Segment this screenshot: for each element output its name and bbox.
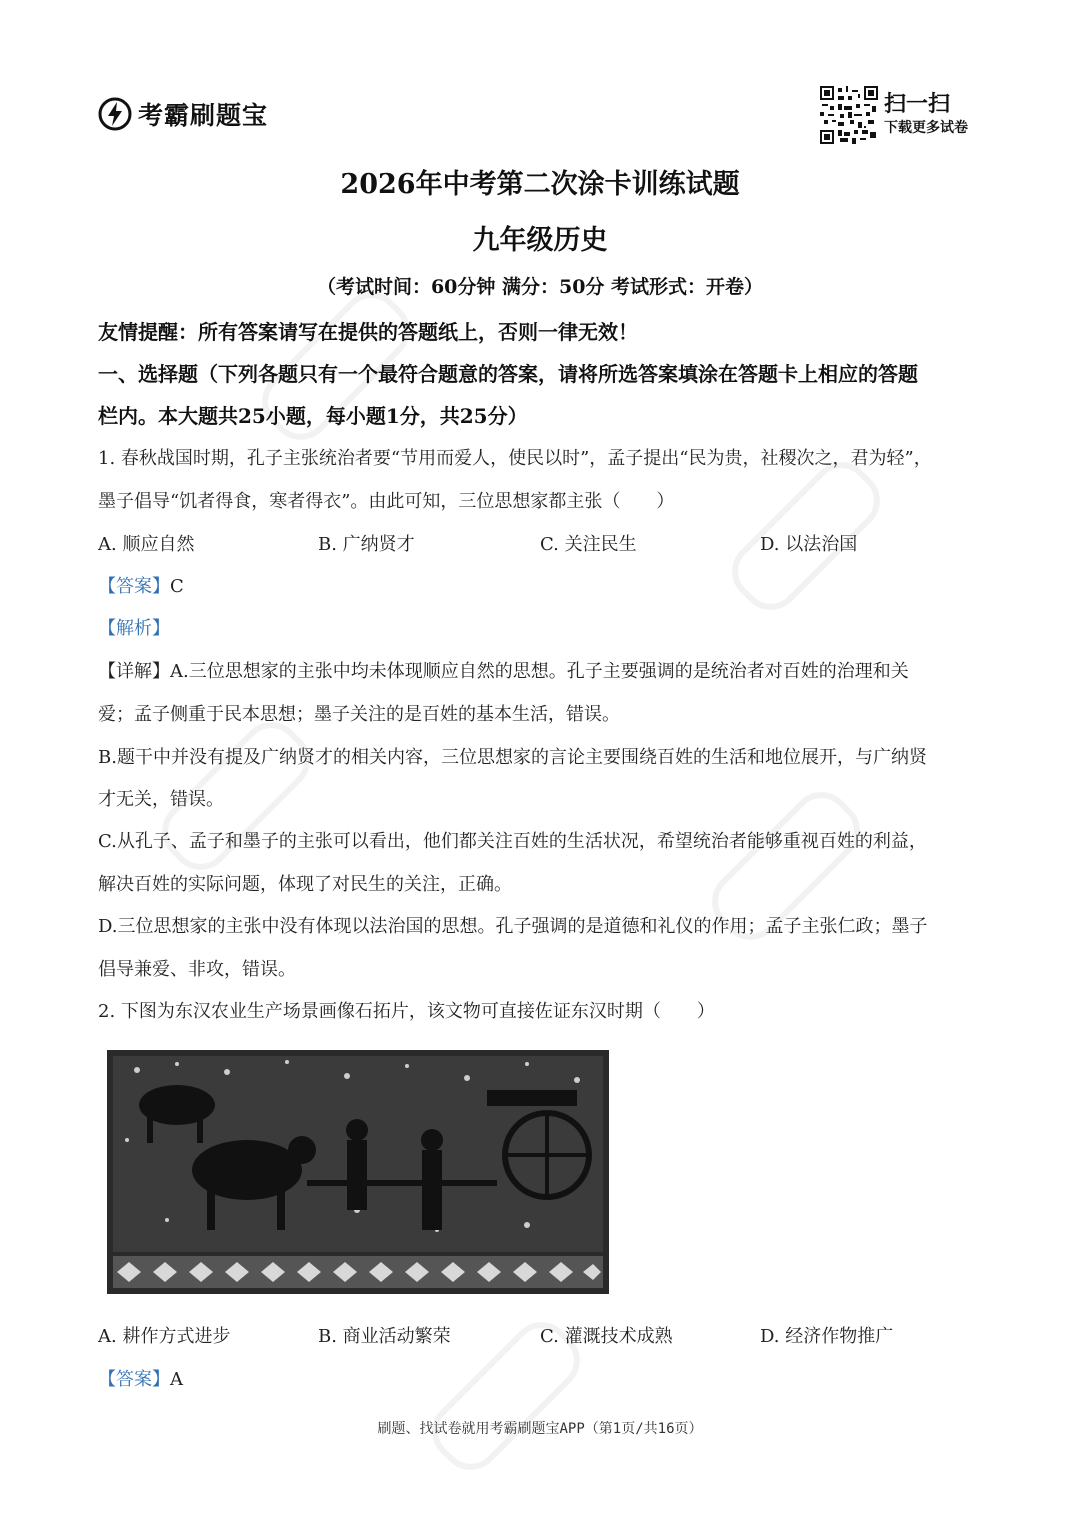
answer-tag: 【答案】 [98, 1369, 170, 1390]
q2-option-d: D. 经济作物推广 [760, 1326, 894, 1347]
answer-tag: 【答案】 [98, 576, 170, 597]
brand-name: 考霸刷题宝 [138, 101, 269, 130]
detail-line: 才无关，错误。 [98, 789, 224, 810]
answer-value: C [170, 576, 184, 597]
qr-code-icon[interactable] [820, 86, 878, 144]
q2-stem: 2. 下图为东汉农业生产场景画像石拓片，该文物可直接佐证东汉时期（ ） [98, 1001, 715, 1022]
scan-subtitle: 下载更多试卷 [884, 120, 968, 136]
lightning-logo-icon [98, 97, 132, 131]
detail-line: C.从孔子、孟子和墨子的主张可以看出，他们都关注百姓的生活状况，希望统治者能够重视百姓的利益， [98, 831, 927, 852]
q1-option-a: A. 顺应自然 [98, 534, 195, 555]
detail-line: 解决百姓的实际问题，体现了对民生的关注，正确。 [98, 874, 512, 895]
detail-line: D.三位思想家的主张中没有体现以法治国的思想。孔子强调的是道德和礼仪的作用；孟子主张仁政；墨子 [98, 916, 928, 937]
q1-option-c: C. 关注民生 [540, 534, 637, 555]
q1-stem-line1: 1. 春秋战国时期，孔子主张统治者要“节用而爱人，使民以时”，孟子提出“民为贵，社稷次之，君为轻”， [98, 448, 932, 469]
q1-option-d: D. 以法治国 [760, 534, 858, 555]
detail-text: A.三位思想家的主张中均未体现顺应自然的思想。孔子主要强调的是统治者对百姓的治理和关 [170, 661, 909, 682]
page-footer: 刷题、找试卷就用考霸刷题宝APP（第1页/共16页） [377, 1421, 703, 1437]
detail-tag: 【详解】 [98, 661, 170, 682]
section-heading-line2: 栏内。本大题共25小题，每小题1分，共25分） [98, 404, 528, 428]
detail-line [98, 657, 909, 683]
qr-download[interactable] [820, 86, 968, 144]
stone-rubbing-image [107, 1050, 609, 1294]
analysis-tag: 【解析】 [98, 618, 170, 639]
scan-text [884, 92, 968, 138]
q2-option-a: A. 耕作方式进步 [98, 1326, 231, 1347]
answer-value: A [170, 1369, 183, 1390]
q2-answer [98, 1365, 183, 1391]
exam-title: 2026年中考第二次涂卡训练试题 [340, 169, 740, 200]
q1-answer [98, 572, 184, 598]
q1-stem-line2: 墨子倡导“饥者得食，寒者得衣”。由此可知，三位思想家都主张（ ） [98, 491, 675, 512]
brand-logo [98, 96, 268, 132]
scan-title: 扫一扫 [884, 92, 951, 117]
detail-line: B.题干中并没有提及广纳贤才的相关内容，三位思想家的言论主要围绕百姓的生活和地位展开，与广纳贤 [98, 747, 927, 768]
exam-info: （考试时间：60分钟 满分：50分 考试形式：开卷） [316, 276, 764, 298]
detail-line: 爱；孟子侧重于民本思想；墨子关注的是百姓的基本生活，错误。 [98, 704, 620, 725]
q1-option-b: B. 广纳贤才 [318, 534, 415, 555]
reminder: 友情提醒：所有答案请写在提供的答题纸上，否则一律无效！ [98, 320, 638, 344]
q2-option-c: C. 灌溉技术成熟 [540, 1326, 673, 1347]
section-heading-line1: 一、选择题（下列各题只有一个最符合题意的答案，请将所选答案填涂在答题卡上相应的答题 [98, 362, 918, 386]
q2-option-b: B. 商业活动繁荣 [318, 1326, 451, 1347]
detail-line: 倡导兼爱、非攻，错误。 [98, 959, 296, 980]
exam-subject: 九年级历史 [472, 225, 608, 256]
